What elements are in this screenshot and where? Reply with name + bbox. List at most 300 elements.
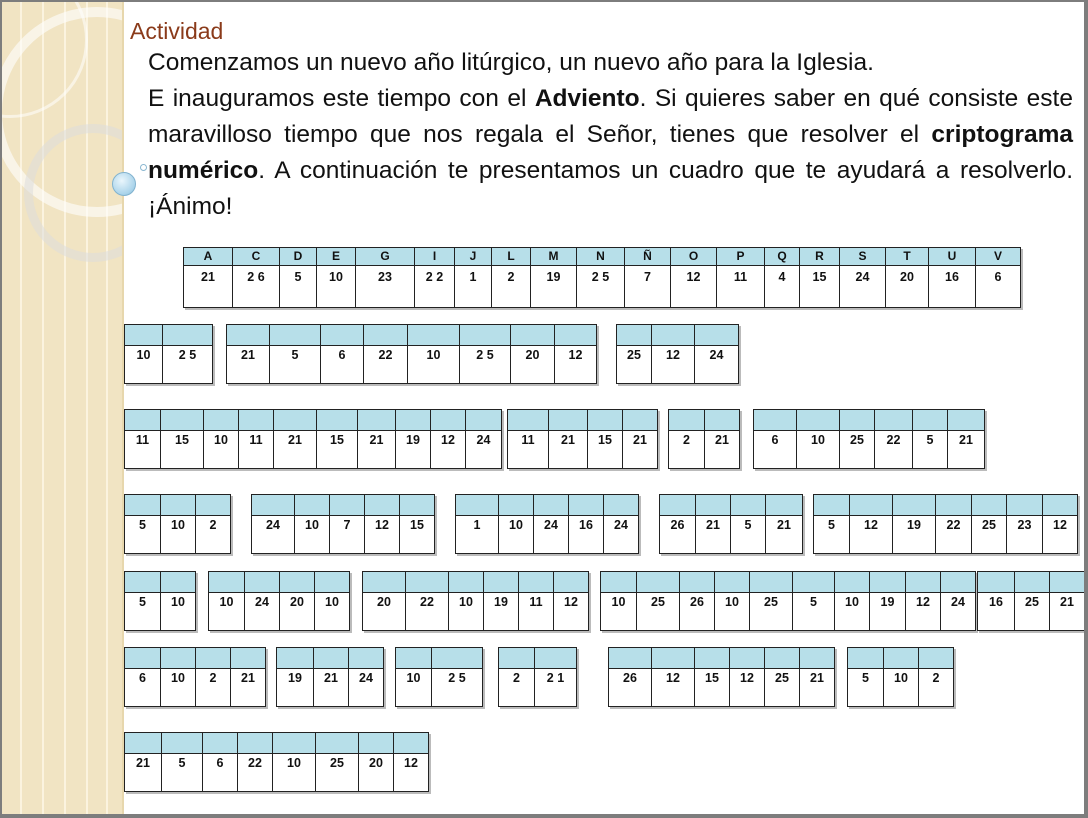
cell-number: 5 — [162, 754, 202, 792]
answer-blank — [466, 409, 501, 431]
cell-number: 10 — [797, 431, 839, 469]
cell-number: 10 — [295, 516, 329, 554]
answer-blank — [274, 409, 316, 431]
answer-blank — [499, 647, 534, 669]
letter-cell — [400, 494, 435, 554]
cell-number: 21 — [800, 669, 834, 707]
cell-number: 10 — [209, 593, 244, 631]
answer-blank — [555, 324, 596, 346]
intro-bold-adviento: Adviento — [534, 85, 640, 112]
cell-number: 24 — [245, 593, 279, 631]
answer-blank — [406, 571, 448, 593]
key-letter: D — [280, 247, 316, 266]
answer-blank — [835, 571, 869, 593]
letter-cell — [460, 324, 511, 384]
word-group — [124, 324, 213, 384]
key-letter: L — [492, 247, 530, 266]
key-letter: M — [531, 247, 576, 266]
answer-blank — [231, 647, 265, 669]
letter-cell — [637, 571, 680, 631]
letter-cell — [396, 409, 431, 469]
intro-text-part: . Si quieres saber en qué consiste este maravilloso tiempo que nos regala el Señor, tienes que resolver el — [148, 85, 1073, 148]
answer-blank — [163, 324, 212, 346]
key-letter: Q — [765, 247, 799, 266]
answer-blank — [972, 494, 1006, 516]
answer-blank — [295, 494, 329, 516]
cell-number: 10 — [715, 593, 749, 631]
word-group — [753, 409, 985, 469]
answer-blank — [431, 409, 465, 431]
cell-number: 12 — [394, 754, 428, 792]
cipher-cell-key — [531, 247, 577, 308]
letter-cell — [456, 494, 499, 554]
cell-number: 12 — [652, 669, 694, 707]
answer-blank — [245, 571, 279, 593]
letter-cell — [535, 647, 577, 707]
bullet-marker-icon — [112, 172, 136, 196]
key-letter: U — [929, 247, 975, 266]
answer-blank — [870, 571, 905, 593]
answer-blank — [1050, 571, 1084, 593]
answer-blank — [800, 647, 834, 669]
cell-number: 15 — [400, 516, 434, 554]
answer-blank — [715, 571, 749, 593]
key-letter: S — [840, 247, 885, 266]
letter-cell — [239, 409, 274, 469]
answer-blank — [604, 494, 638, 516]
cell-number: 22 — [875, 431, 912, 469]
letter-cell — [359, 732, 394, 792]
cell-number: 19 — [893, 516, 935, 554]
answer-blank — [330, 494, 364, 516]
cell-number: 10 — [408, 346, 459, 384]
cipher-cell-key — [976, 247, 1021, 308]
letter-cell — [466, 409, 502, 469]
letter-cell — [604, 494, 639, 554]
cipher-cell-key — [455, 247, 492, 308]
answer-blank — [125, 409, 160, 431]
letter-cell — [432, 647, 483, 707]
cell-number: 2 — [196, 669, 230, 707]
letter-cell — [406, 571, 449, 631]
cell-number: 7 — [330, 516, 364, 554]
answer-blank — [125, 494, 160, 516]
key-number: 7 — [625, 266, 670, 308]
cell-number: 15 — [695, 669, 729, 707]
cell-number: 25 — [637, 593, 679, 631]
key-number: 21 — [184, 266, 232, 308]
letter-cell — [314, 647, 349, 707]
word-group — [395, 647, 483, 707]
word-group — [847, 647, 954, 707]
answer-blank — [432, 647, 482, 669]
answer-blank — [601, 571, 636, 593]
answer-blank — [1043, 494, 1077, 516]
cell-number: 10 — [396, 669, 431, 707]
cell-number: 6 — [754, 431, 796, 469]
answer-blank — [884, 647, 918, 669]
letter-cell — [972, 494, 1007, 554]
cell-number: 5 — [125, 516, 160, 554]
answer-blank — [125, 324, 162, 346]
letter-cell — [793, 571, 835, 631]
cell-number: 23 — [1007, 516, 1042, 554]
cipher-cell-key — [356, 247, 415, 308]
answer-blank — [161, 571, 195, 593]
letter-cell — [125, 494, 161, 554]
cell-number: 25 — [765, 669, 799, 707]
answer-blank — [695, 647, 729, 669]
cipher-cell-key — [840, 247, 886, 308]
answer-blank — [875, 409, 912, 431]
key-number: 15 — [800, 266, 839, 308]
answer-blank — [238, 732, 272, 754]
letter-cell — [1015, 571, 1050, 631]
answer-blank — [588, 409, 622, 431]
letter-cell — [835, 571, 870, 631]
cell-number: 22 — [364, 346, 407, 384]
letter-cell — [669, 409, 705, 469]
letter-cell — [850, 494, 893, 554]
answer-blank — [919, 647, 953, 669]
letter-cell — [349, 647, 384, 707]
answer-blank — [936, 494, 971, 516]
cell-number: 20 — [363, 593, 405, 631]
letter-cell — [365, 494, 400, 554]
letter-cell — [875, 409, 913, 469]
cell-number: 10 — [273, 754, 315, 792]
cell-number: 24 — [695, 346, 738, 384]
cipher-cell-key — [492, 247, 531, 308]
cell-number: 16 — [978, 593, 1014, 631]
cell-number: 11 — [508, 431, 548, 469]
answer-blank — [209, 571, 244, 593]
cell-number: 5 — [913, 431, 947, 469]
cell-number: 24 — [466, 431, 501, 469]
key-number: 2 6 — [233, 266, 279, 308]
letter-cell — [695, 324, 739, 384]
cell-number: 10 — [161, 593, 195, 631]
cell-number: 26 — [680, 593, 714, 631]
key-number: 23 — [356, 266, 414, 308]
letter-cell — [196, 647, 231, 707]
cell-number: 2 — [499, 669, 534, 707]
intro-text-part: E inauguramos este tiempo con el — [148, 85, 535, 112]
cell-number: 5 — [793, 593, 834, 631]
letter-cell — [660, 494, 696, 554]
cipher-cell-key — [671, 247, 717, 308]
answer-blank — [408, 324, 459, 346]
word-group — [276, 647, 384, 707]
word-group — [251, 494, 435, 554]
cell-number: 12 — [431, 431, 465, 469]
letter-cell — [715, 571, 750, 631]
key-letter: G — [356, 247, 414, 266]
letter-cell — [814, 494, 850, 554]
answer-blank — [161, 647, 195, 669]
answer-blank — [731, 494, 765, 516]
word-group — [124, 571, 196, 631]
letter-cell — [125, 324, 163, 384]
answer-blank — [400, 494, 434, 516]
answer-blank — [519, 571, 553, 593]
cell-number: 25 — [972, 516, 1006, 554]
letter-cell — [245, 571, 280, 631]
cipher-cell-key — [717, 247, 765, 308]
answer-blank — [695, 324, 738, 346]
key-number: 6 — [976, 266, 1020, 308]
letter-cell — [274, 409, 317, 469]
letter-cell — [277, 647, 314, 707]
cell-number: 22 — [406, 593, 448, 631]
word-group — [498, 647, 577, 707]
key-number: 24 — [840, 266, 885, 308]
answer-blank — [161, 494, 195, 516]
cell-number: 12 — [652, 346, 694, 384]
answer-blank — [314, 647, 348, 669]
answer-blank — [125, 732, 161, 754]
cell-number: 21 — [1050, 593, 1084, 631]
answer-blank — [941, 571, 975, 593]
letter-cell — [316, 732, 359, 792]
cell-number: 10 — [315, 593, 349, 631]
letter-cell — [161, 409, 204, 469]
cipher-cell-key — [929, 247, 976, 308]
cell-number: 16 — [569, 516, 603, 554]
cell-number: 22 — [238, 754, 272, 792]
answer-blank — [321, 324, 363, 346]
answer-blank — [227, 324, 269, 346]
cell-number: 2 5 — [163, 346, 212, 384]
letter-cell — [731, 494, 766, 554]
cipher-key-table — [183, 247, 1021, 308]
letter-cell — [484, 571, 519, 631]
letter-cell — [588, 409, 623, 469]
cell-number: 10 — [161, 516, 195, 554]
cell-number: 5 — [270, 346, 320, 384]
cell-number: 21 — [358, 431, 395, 469]
key-number: 5 — [280, 266, 316, 308]
letter-cell — [231, 647, 266, 707]
answer-blank — [652, 647, 694, 669]
cell-number: 21 — [227, 346, 269, 384]
cell-number: 20 — [359, 754, 393, 792]
key-letter: E — [317, 247, 355, 266]
letter-cell — [321, 324, 364, 384]
letter-cell — [162, 732, 203, 792]
cell-number: 6 — [203, 754, 237, 792]
answer-blank — [906, 571, 940, 593]
word-group — [208, 571, 350, 631]
cell-number: 19 — [484, 593, 518, 631]
key-letter: V — [976, 247, 1020, 266]
letter-cell — [295, 494, 330, 554]
letter-cell — [750, 571, 793, 631]
word-group — [226, 324, 597, 384]
cell-number: 2 1 — [535, 669, 576, 707]
letter-cell — [848, 647, 884, 707]
intro-line-1: Comenzamos un nuevo año litúrgico, un nuevo año para la Iglesia. — [148, 49, 874, 76]
answer-blank — [396, 409, 430, 431]
letter-cell — [449, 571, 484, 631]
key-letter: R — [800, 247, 839, 266]
letter-cell — [941, 571, 976, 631]
key-number: 10 — [317, 266, 355, 308]
cipher-cell-key — [415, 247, 455, 308]
letter-cell — [273, 732, 316, 792]
cell-number: 10 — [499, 516, 533, 554]
cell-number: 24 — [252, 516, 294, 554]
answer-blank — [554, 571, 588, 593]
letter-cell — [617, 324, 652, 384]
word-group — [600, 571, 976, 631]
letter-cell — [363, 571, 406, 631]
answer-blank — [696, 494, 730, 516]
cell-number: 25 — [316, 754, 358, 792]
answer-blank — [499, 494, 533, 516]
answer-blank — [196, 494, 230, 516]
key-number: 20 — [886, 266, 928, 308]
answer-blank — [814, 494, 849, 516]
answer-blank — [652, 324, 694, 346]
slide — [2, 2, 1084, 814]
letter-cell — [125, 409, 161, 469]
cell-number: 2 — [669, 431, 704, 469]
key-number: 11 — [717, 266, 764, 308]
letter-cell — [511, 324, 555, 384]
cell-number: 21 — [705, 431, 739, 469]
letter-cell — [315, 571, 350, 631]
answer-blank — [162, 732, 202, 754]
cell-number: 25 — [1015, 593, 1049, 631]
answer-blank — [316, 732, 358, 754]
letter-cell — [499, 494, 534, 554]
letter-cell — [680, 571, 715, 631]
answer-blank — [637, 571, 679, 593]
answer-blank — [125, 571, 160, 593]
cell-number: 6 — [125, 669, 160, 707]
letter-cell — [906, 571, 941, 631]
cell-number: 10 — [161, 669, 195, 707]
cell-number: 20 — [280, 593, 314, 631]
answer-blank — [1007, 494, 1042, 516]
letter-cell — [209, 571, 245, 631]
word-group — [608, 647, 835, 707]
letter-cell — [919, 647, 954, 707]
letter-cell — [766, 494, 803, 554]
letter-cell — [1043, 494, 1078, 554]
answer-blank — [252, 494, 294, 516]
answer-blank — [280, 571, 314, 593]
letter-cell — [161, 647, 196, 707]
answer-blank — [766, 494, 802, 516]
answer-blank — [549, 409, 587, 431]
cell-number: 2 — [196, 516, 230, 554]
answer-blank — [978, 571, 1014, 593]
cell-number: 21 — [125, 754, 161, 792]
answer-blank — [449, 571, 483, 593]
key-number: 19 — [531, 266, 576, 308]
answer-blank — [363, 571, 405, 593]
cell-number: 10 — [835, 593, 869, 631]
letter-cell — [555, 324, 597, 384]
letter-cell — [549, 409, 588, 469]
cell-number: 11 — [125, 431, 160, 469]
answer-blank — [511, 324, 554, 346]
letter-cell — [163, 324, 213, 384]
letter-cell — [695, 647, 730, 707]
slide-title: Actividad — [130, 18, 224, 44]
letter-cell — [125, 571, 161, 631]
cell-number: 15 — [588, 431, 622, 469]
cell-number: 21 — [948, 431, 984, 469]
cell-number: 10 — [601, 593, 636, 631]
answer-blank — [364, 324, 407, 346]
letter-cell — [203, 732, 238, 792]
answer-blank — [848, 647, 883, 669]
answer-blank — [239, 409, 273, 431]
letter-cell — [569, 494, 604, 554]
answer-blank — [893, 494, 935, 516]
key-number: 2 — [492, 266, 530, 308]
letter-cell — [730, 647, 765, 707]
word-group — [813, 494, 1078, 554]
answer-blank — [203, 732, 237, 754]
letter-cell — [652, 324, 695, 384]
answer-blank — [680, 571, 714, 593]
letter-cell — [765, 647, 800, 707]
letter-cell — [238, 732, 273, 792]
answer-blank — [315, 571, 349, 593]
letter-cell — [978, 571, 1015, 631]
cell-number: 5 — [814, 516, 849, 554]
answer-blank — [365, 494, 399, 516]
cell-number: 12 — [555, 346, 596, 384]
letter-cell — [196, 494, 231, 554]
cipher-cell-key — [800, 247, 840, 308]
answer-blank — [161, 409, 203, 431]
letter-cell — [161, 571, 196, 631]
answer-blank — [569, 494, 603, 516]
cell-number: 21 — [274, 431, 316, 469]
answer-blank — [797, 409, 839, 431]
small-circle-icon — [140, 164, 147, 171]
key-letter: A — [184, 247, 232, 266]
letter-cell — [609, 647, 652, 707]
word-group — [124, 647, 266, 707]
letter-cell — [754, 409, 797, 469]
word-group — [124, 732, 429, 792]
cell-number: 25 — [750, 593, 792, 631]
letter-cell — [252, 494, 295, 554]
cipher-cell-key — [233, 247, 280, 308]
cell-number: 25 — [840, 431, 874, 469]
word-group — [124, 494, 231, 554]
letter-cell — [358, 409, 396, 469]
cell-number: 11 — [239, 431, 273, 469]
letter-cell — [125, 647, 161, 707]
letter-cell — [161, 494, 196, 554]
answer-blank — [277, 647, 313, 669]
answer-blank — [125, 647, 160, 669]
letter-cell — [696, 494, 731, 554]
letter-cell — [948, 409, 985, 469]
answer-blank — [270, 324, 320, 346]
letter-cell — [227, 324, 270, 384]
cell-number: 2 5 — [432, 669, 482, 707]
letter-cell — [317, 409, 358, 469]
cipher-cell-key — [765, 247, 800, 308]
